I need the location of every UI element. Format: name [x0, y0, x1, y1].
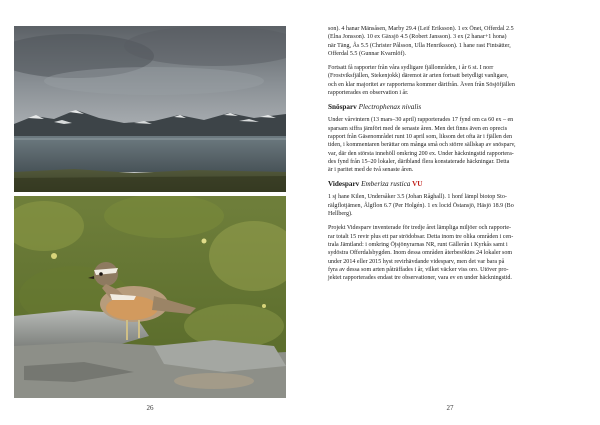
text-line: rapporterades en observation i år.: [328, 90, 409, 97]
text-line: rar totalt 15 revir plus ett par strödobsar. Detta inom tre olika områden i cen-: [328, 233, 514, 240]
text-line: Under vårvintern (13 mars–30 april) rapporterades 17 fynd om ca 60 ex – en: [328, 117, 514, 124]
text-line: Hellberg).: [328, 211, 353, 218]
page-number-left: 26: [146, 404, 154, 412]
right-page: [300, 0, 600, 425]
text-line: (Elna Jonsson). 10 ex Gäxsjö 4.5 (Robert Jansson). 3 ex (2 hanar+1 hona): [328, 34, 507, 41]
text-line: sparsam siffra jämfört med de senaste åren. Men det finns även en oprecis: [328, 125, 508, 132]
text-line: jektet rapporterades endast tre observationer, vara ev en under häckningstid.: [328, 275, 512, 282]
text-line: tiden, i kommentaren berättar om många små och större sällskap av snösparv,: [328, 142, 516, 149]
page-number-right: 27: [446, 404, 454, 412]
species-name: Snösparv: [328, 103, 357, 112]
text-line: och en klar majoritet av rapporterna kommer därifrån. Även från Sösjöfjällen: [328, 81, 515, 88]
text-line: (Frostviksfjällen, Stekenjokk) däremot är arten fortsatt betydligt vanligare,: [328, 73, 509, 80]
text-line: rapport från Gäsenområdet runt 10 april som, liksom det ofta är i fjällen den: [328, 133, 513, 140]
dotterel-bird-photo: [14, 196, 286, 398]
text-line: son). 4 hanar Mänsåsen, Marby 29.4 (Leif Eriksson). 1 ex Önet, Offerdal 2.5: [328, 26, 514, 32]
species-latin-name: Plectrophenax nivalis: [358, 103, 422, 112]
species-name: Videsparv: [328, 180, 360, 189]
videsparv-project-paragraph: [328, 224, 586, 282]
text-line: Fortsatt få rapporter från våra sydligare fjällområden, i år 6 st. I norr: [328, 65, 494, 72]
redlist-status-badge: VU: [412, 180, 423, 189]
text-line: var, där den största innehöll omkring 200 ex. Under häckningstid rapportera-: [328, 150, 514, 157]
text-line: fyra av dessa som arten påträffades i år, vilket väcker viss oro. Utöver pro-: [328, 266, 509, 273]
text-line: 1 sj hane Kilen, Undersåker 3.5 (Johan Råghall). 1 honf lämpl biotop Sto-: [328, 194, 507, 201]
text-line: Projekt Videsparv inventerade för tredje året lämpliga miljöer och rapporte-: [328, 225, 512, 232]
text-line: trala Jämtland: i omkring Öjsjönyrarnas NR, runt Gällerån i Kyrkås samt i: [328, 241, 508, 248]
species-latin-name: Emberiza rustica: [361, 180, 411, 189]
text-line: är i paritet med de två senaste åren.: [328, 167, 414, 174]
text-line: des fynd från 15–20 lokaler, däribland flera konstaterade häckningar. Detta: [328, 158, 510, 165]
mountain-lake-photo: [14, 26, 286, 192]
intro-paragraph: [328, 25, 586, 58]
text-column: [328, 25, 586, 288]
species-heading-videsparv: [328, 180, 586, 189]
species-heading-snosparv: [328, 103, 586, 112]
text-line: under 2014 eller 2015 hyst revirhävdande videsparv, men det var bara på: [328, 258, 505, 265]
text-line: rälgflotjämen, Ålgflon 6.7 (Per Holgén). 1 ex locid Östansjö, Häsjö 18.9 (Bo: [328, 202, 514, 209]
text-line: sydöstra Offerdalsbygden. Inom dessa områden återbesöktes 24 lokaler som: [328, 250, 513, 257]
videsparv-observations-paragraph: [328, 193, 586, 218]
text-line: när Täng, Ås 5.5 (Christer Pålsson, Ulla Henriksson). 1 hane rast Fintsätter,: [328, 42, 511, 49]
mountain-reports-paragraph: [328, 64, 586, 97]
text-line: Offerdal 5.5 (Gunnar Kvarnlöf).: [328, 50, 406, 57]
snosparv-paragraph: [328, 116, 586, 174]
